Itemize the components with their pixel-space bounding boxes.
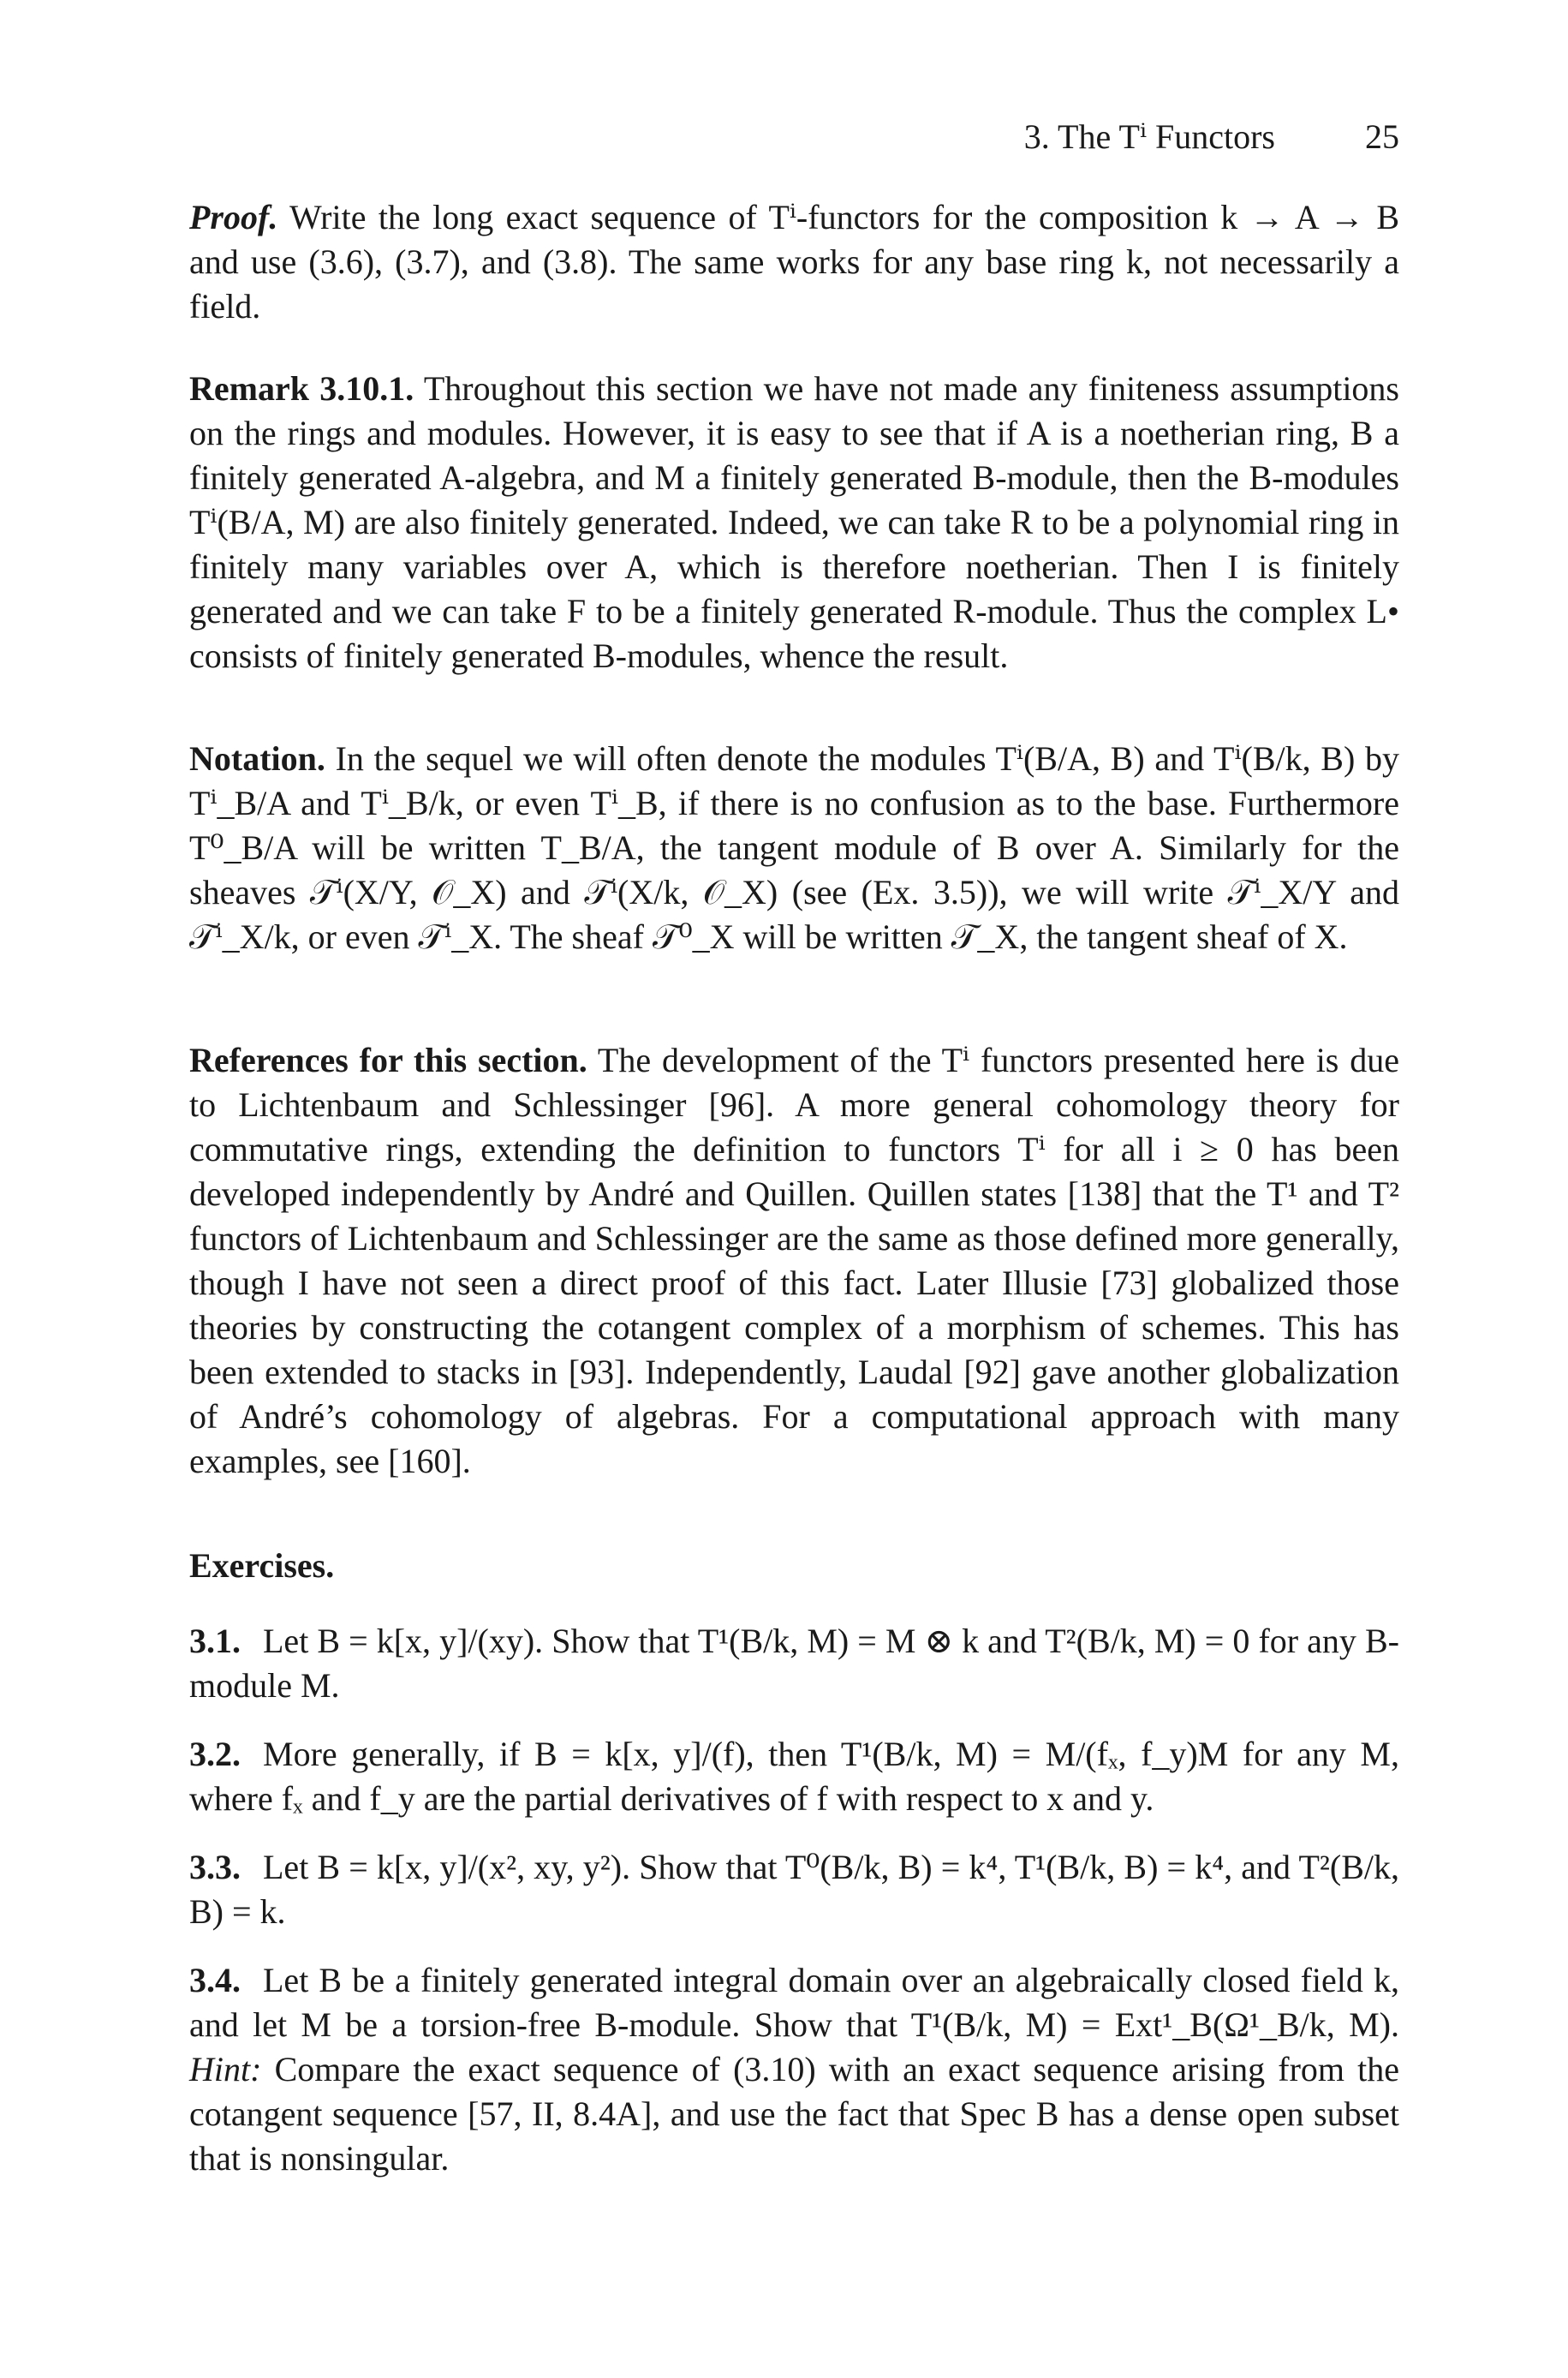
exercise-number: 3.1. xyxy=(189,1622,241,1660)
exercises-heading: Exercises. xyxy=(189,1546,335,1585)
proof-paragraph xyxy=(189,195,1399,329)
notation-paragraph xyxy=(189,737,1399,959)
hint-lead: Hint: xyxy=(189,2050,262,2088)
running-header xyxy=(189,117,1399,161)
exercise-text: Let B = k[x, y]/(x², xy, y²). Show that T⁰(B/k, B) = k⁴, T¹(B/k, B) = k⁴, and T²(B/k, B) = k. xyxy=(189,1848,1399,1931)
exercise-item xyxy=(189,1845,1399,1934)
notation-text: In the sequel we will often denote the modules Tⁱ(B/A, B) and Tⁱ(B/k, B) by Tⁱ_B/A and Tⁱ_B/k, or even Tⁱ_B, if there is no confusion as to the base. Furthermore T⁰_B/A will be written T_B/A, the tangent module of B over A. Similarly for the sheaves 𝒯ⁱ(X/Y, 𝒪_X) and 𝒯ⁱ(X/k, 𝒪_X) (see (Ex. 3.5)), we will write 𝒯ⁱ_X/Y and 𝒯ⁱ_X/k, or even 𝒯ⁱ_X. The sheaf 𝒯⁰_X will be written 𝒯_X, the tangent sheaf of X. xyxy=(189,739,1399,956)
exercise-number: 3.2. xyxy=(189,1735,241,1773)
remark-text: Throughout this section we have not made any finiteness assumptions on the rings and modules. However, it is easy to see that if A is a noetherian ring, B a finitely generated A-algebra, and M a finitely generated B-module, then the B-modules Tⁱ(B/A, M) are also finitely generated. Indeed, we can take R to be a polynomial ring in finitely many variables over A, which is therefore noetherian. Then I is finitely generated and we can take F to be a finitely generated R-module. Thus the complex L• consists of finitely generated B-modules, whence the result. xyxy=(189,369,1399,675)
exercise-text: Let B = k[x, y]/(xy). Show that T¹(B/k, M) = M ⊗ k and T²(B/k, M) = 0 for any B-module M. xyxy=(189,1622,1399,1705)
references-text: The development of the Tⁱ functors presented here is due to Lichtenbaum and Schlessinger [96]. A more general cohomology theory for commutative rings, extending the definition to functors Tⁱ for all i ≥ 0 has been developed independently by André and Quillen. Quillen states [138] that the T¹ and T² functors of Lichtenbaum and Schlessinger are the same as those defined more generally, though I have not seen a direct proof of this fact. Later Illusie [73] globalized those theories by constructing the cotangent complex of a morphism of schemes. This has been extended to stacks in [93]. Independently, Laudal [92] gave another globalization of André’s cohomology of algebras. For a computational approach with many examples, see [160]. xyxy=(189,1041,1399,1480)
running-title: 3. The Tⁱ Functors xyxy=(1023,117,1275,156)
page-number: 25 xyxy=(1365,117,1399,156)
proof-lead: Proof. xyxy=(189,198,278,236)
exercise-item xyxy=(189,1619,1399,1708)
hint-text: Compare the exact sequence of (3.10) with an exact sequence arising from the cotangent sequence [57, II, 8.4A], and use the fact that Spec B has a dense open subset that is nonsingular. xyxy=(189,2050,1400,2178)
proof-text: Write the long exact sequence of Tⁱ-functors for the composition k → A → B and use (3.6), (3.7), and (3.8). The same works for any base ring k, not necessarily a field. xyxy=(189,198,1399,326)
exercise-number: 3.4. xyxy=(189,1961,241,1999)
remark-lead: Remark 3.10.1. xyxy=(189,369,414,408)
exercise-text: Let B be a finitely generated integral domain over an algebraically closed field k, and let M be a torsion-free B-module. Show that T¹(B/k, M) = Ext¹_B(Ω¹_B/k, M). xyxy=(189,1961,1399,2044)
exercise-item xyxy=(189,1958,1399,2181)
exercise-text: More generally, if B = k[x, y]/(f), then T¹(B/k, M) = M/(fₓ, f_y)M for any M, where fₓ and f_y are the partial derivatives of f with respect to x and y. xyxy=(189,1735,1399,1818)
notation-lead: Notation. xyxy=(189,739,325,778)
exercise-item xyxy=(189,1732,1399,1821)
remark-paragraph xyxy=(189,367,1399,678)
references-lead: References for this section. xyxy=(189,1041,587,1079)
references-paragraph xyxy=(189,1038,1399,1484)
exercise-number: 3.3. xyxy=(189,1848,241,1886)
